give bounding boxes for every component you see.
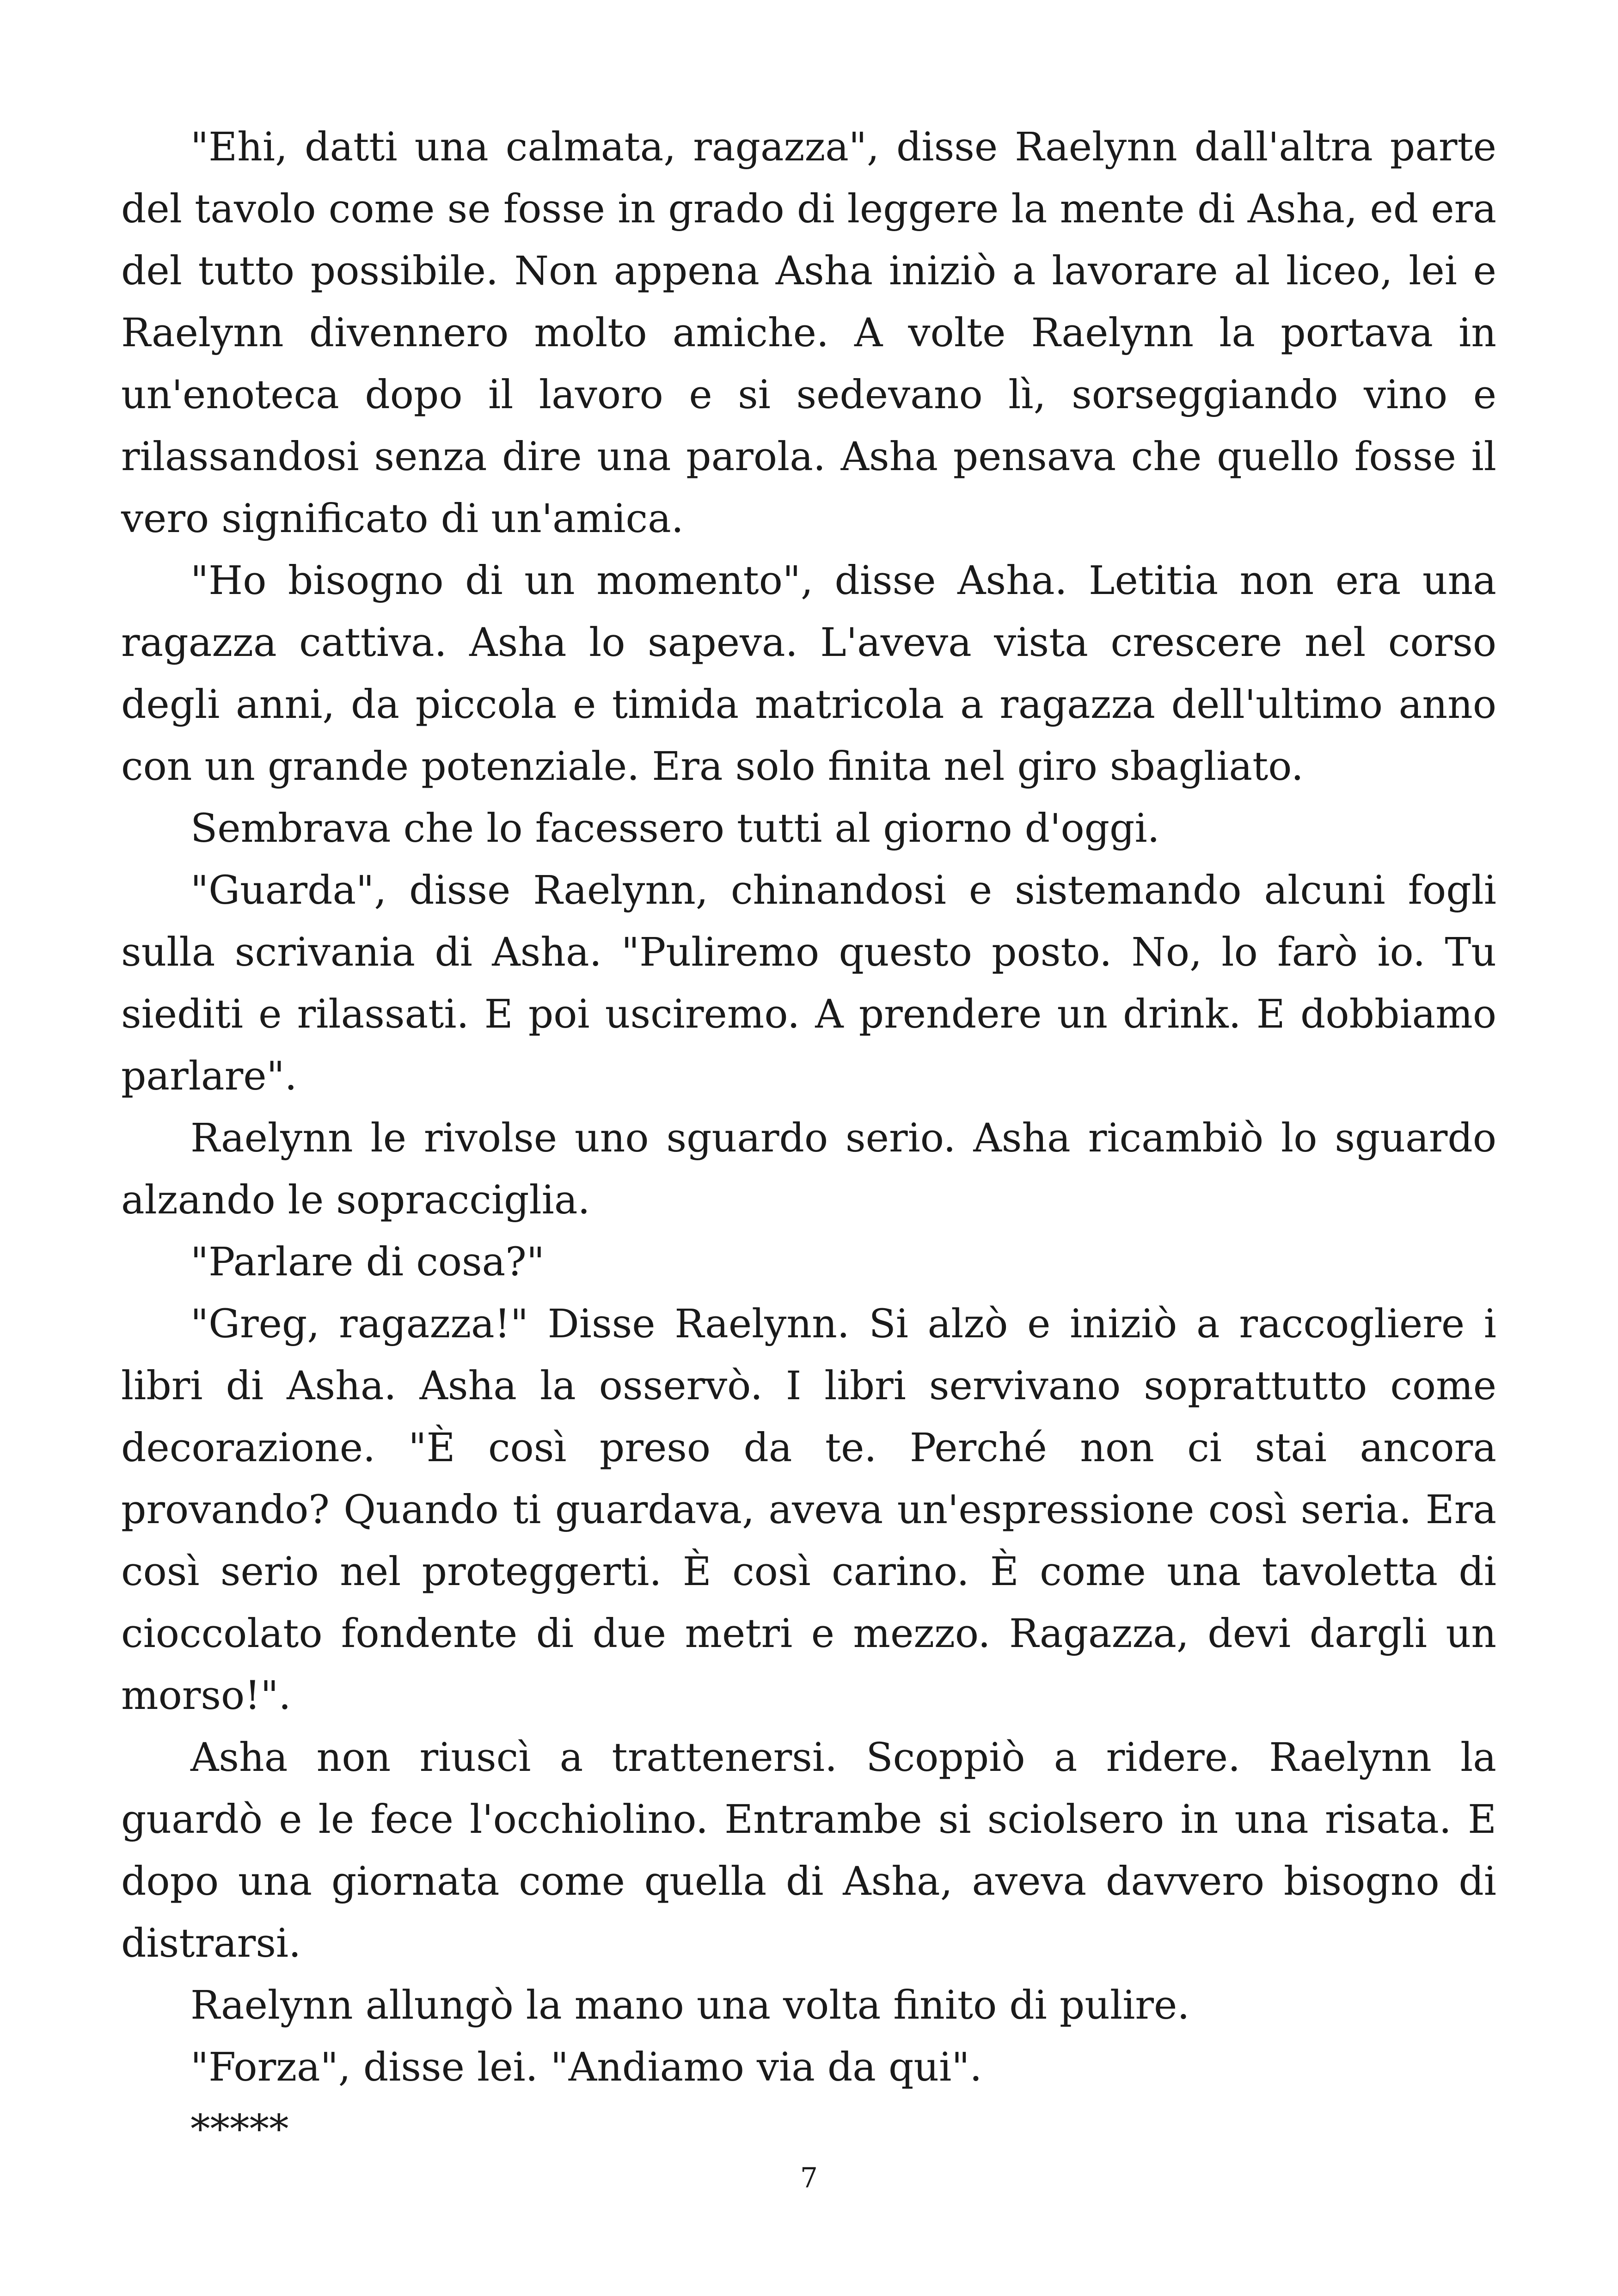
paragraph-10: "Forza", disse lei. "Andiamo via da qui".	[190, 2045, 982, 2090]
paragraph-7: "Greg, ragazza!" Disse Raelynn. Si alzò e iniziò a raccogliere i libri di Asha. Asha la osservò. I libri servivano soprattutto come decorazione. "È così preso da te. Perché non ci stai ancora provando? Quando ti guardava, aveva un'espressione così seria. Era così serio nel proteggerti. È così carino. È come una tavoletta di cioccolato fondente di due metri e mezzo. Ragazza, devi dargli un morso!".	[121, 1301, 1496, 1719]
scene-break: *****	[190, 2106, 289, 2152]
paragraph-1: "Ehi, datti una calmata, ragazza", disse Raelynn dall'altra parte del tavolo come se fosse in grado di leggere la mente di Asha, ed era del tutto possibile. Non appena Asha iniziò a lavorare al liceo, lei e Raelynn divennero molto amiche. A volte Raelynn la portava in un'enoteca dopo il lavoro e si sedevano lì, sorseggiando vino e rilassandosi senza dire una parola. Asha pensava che quello fosse il vero significato di un'amica.	[121, 124, 1496, 542]
paragraph-2: "Ho bisogno di un momento", disse Asha. Letitia non era una ragazza cattiva. Asha lo sapeva. L'aveva vista crescere nel corso degli anni, da piccola e timida matricola a ragazza dell'ultimo anno con un grande potenziale. Era solo finita nel giro sbagliato.	[121, 558, 1496, 790]
paragraph-5: Raelynn le rivolse uno sguardo serio. Asha ricambiò lo sguardo alzando le sopracciglia.	[121, 1115, 1496, 1223]
paragraph-3: Sembrava che lo facessero tutti al giorno d'oggi.	[190, 806, 1160, 851]
page-number: 7	[800, 2162, 818, 2194]
paragraph-6: "Parlare di cosa?"	[190, 1239, 545, 1285]
body-text	[121, 116, 1496, 2161]
paragraph-8: Asha non riuscì a trattenersi. Scoppiò a ridere. Raelynn la guardò e le fece l'occhiolino. Entrambe si sciolsero in una risata. E dopo una giornata come quella di Asha, aveva davvero bisogno di distrarsi.	[121, 1735, 1496, 1966]
paragraph-4: "Guarda", disse Raelynn, chinandosi e sistemando alcuni fogli sulla scrivania di Asha. "Puliremo questo posto. No, lo farò io. Tu siediti e rilassati. E poi usciremo. A prendere un drink. E dobbiamo parlare".	[121, 868, 1496, 1099]
paragraph-9: Raelynn allungò la mano una volta finito di pulire.	[190, 1983, 1190, 2028]
